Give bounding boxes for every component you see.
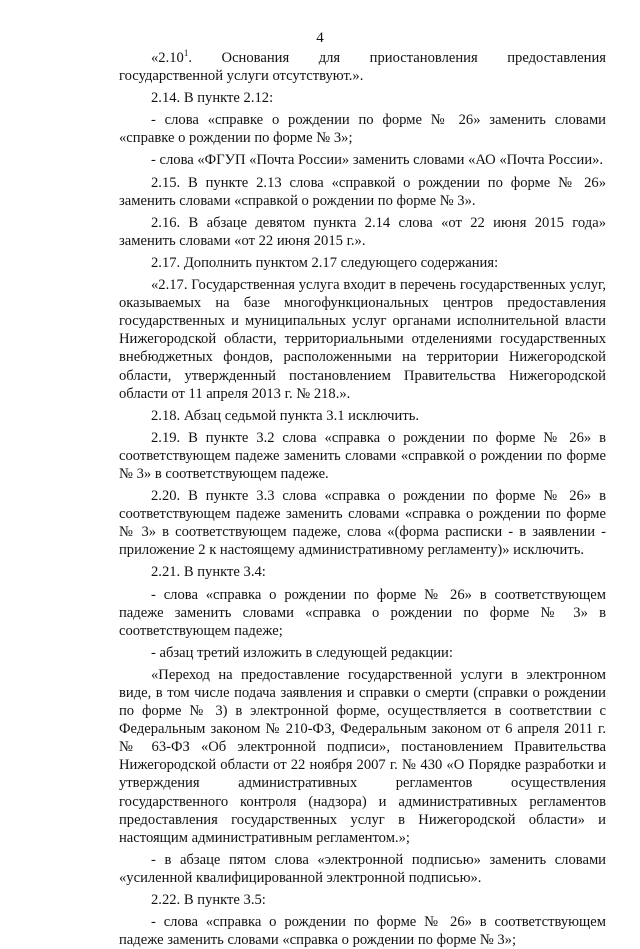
paragraph-2-21: 2.21. В пункте 3.4: [151,564,266,581]
paragraph-2-17-text: «2.17. Государственная услуга входит в перечень государственных услуг, оказываемых на базе многофункциональных центров предоставления государственных и муниципальных услуг органами исполнительной власти Нижегородской области, территориальными отделениями государственных внебюджетных фондов, расположенными на территории Нижегородской области, утвержденный постановлением Правительства Нижегородской области от 11 апреля 2013 г. № 218.». [119,277,606,402]
paragraph-2-10-1 [119,49,606,85]
paragraph-2-22-item-1: - слова «справка о рождении по форме № 26» в соответствующем падеже заменить словами «справка о рождении по форме № 3»; [119,914,606,949]
paragraph-2-10-1-end: . Основания для приостановления предоставления государственной услуги отсутствуют.». [119,50,606,85]
paragraph-2-14: 2.14. В пункте 2.12: [151,90,274,107]
paragraph-2-17: 2.17. Дополнить пунктом 2.17 следующего содержания: [151,254,499,271]
superscript-index: 1 [183,48,189,58]
paragraph-2-19: 2.19. В пункте 3.2 слова «справка о рождении по форме № 26» в соответствующем падеже заменить словами «справкой о рождении по форме № 3» в соответствующем падеже. [119,429,606,482]
paragraph-2-21-quote: «Переход на предоставление государственной услуги в электронном виде, в том числе подача заявления и справки о смерти (справки о рождении по форме № 3) в электронной форме, осуществляется в соответствии с Федеральным законом № 210-ФЗ, Федеральным законом от 6 апреля 2011 г. № 63-ФЗ «Об электронной подписи», постановлением Правительства Нижегородской области от 22 ноября 2007 г. № 430 «О Порядке разработки и утверждения административных регламентов осуществления государственного контроля (надзора) и административных регламентов предоставления государственных услуг в Нижегородской области» и настоящим административным регламентом.»; [119,666,606,846]
paragraph-2-22: 2.22. В пункте 3.5: [151,892,266,909]
document-body [119,49,606,949]
paragraph-2-21-item-1: - слова «справка о рождении по форме № 26» в соответствующем падеже заменить словами «справка о рождении по форме № 3» в соответствующем падеже; [119,586,606,639]
page-number: 4 [316,30,324,46]
paragraph-2-21-item-3: - в абзаце пятом слова «электронной подписью» заменить словами «усиленной квалифицированной электронной подписью». [119,851,606,886]
paragraph-2-18: 2.18. Абзац седьмой пункта 3.1 исключить. [151,407,419,424]
paragraph-2-21-item-2: - абзац третий изложить в следующей редакции: [151,644,453,661]
paragraph-2-16: 2.16. В абзаце девятом пункта 2.14 слова «от 22 июня 2015 года» заменить словами «от 22 июня 2015 г.». [119,214,606,249]
paragraph-2-14-item-2: - слова «ФГУП «Почта России» заменить словами «АО «Почта России». [151,152,604,169]
paragraph-2-10-1-start: «2.10 [151,50,184,66]
paragraph-2-20: 2.20. В пункте 3.3 слова «справка о рождении по форме № 26» в соответствующем падеже заменить словами «справка о рождении по форме № 3» в соответствующем падеже, слова «(форма расписки - в заявлении - приложение 2 к настоящему административному регламенту)» исключить. [119,488,606,559]
paragraph-2-15: 2.15. В пункте 2.13 слова «справкой о рождении по форме № 26» заменить словами «справкой о рождении по форме № 3». [119,174,606,209]
paragraph-2-14-item-1: - слова «справке о рождении по форме № 26» заменить словами «справке о рождении по форме № 3»; [119,112,606,147]
